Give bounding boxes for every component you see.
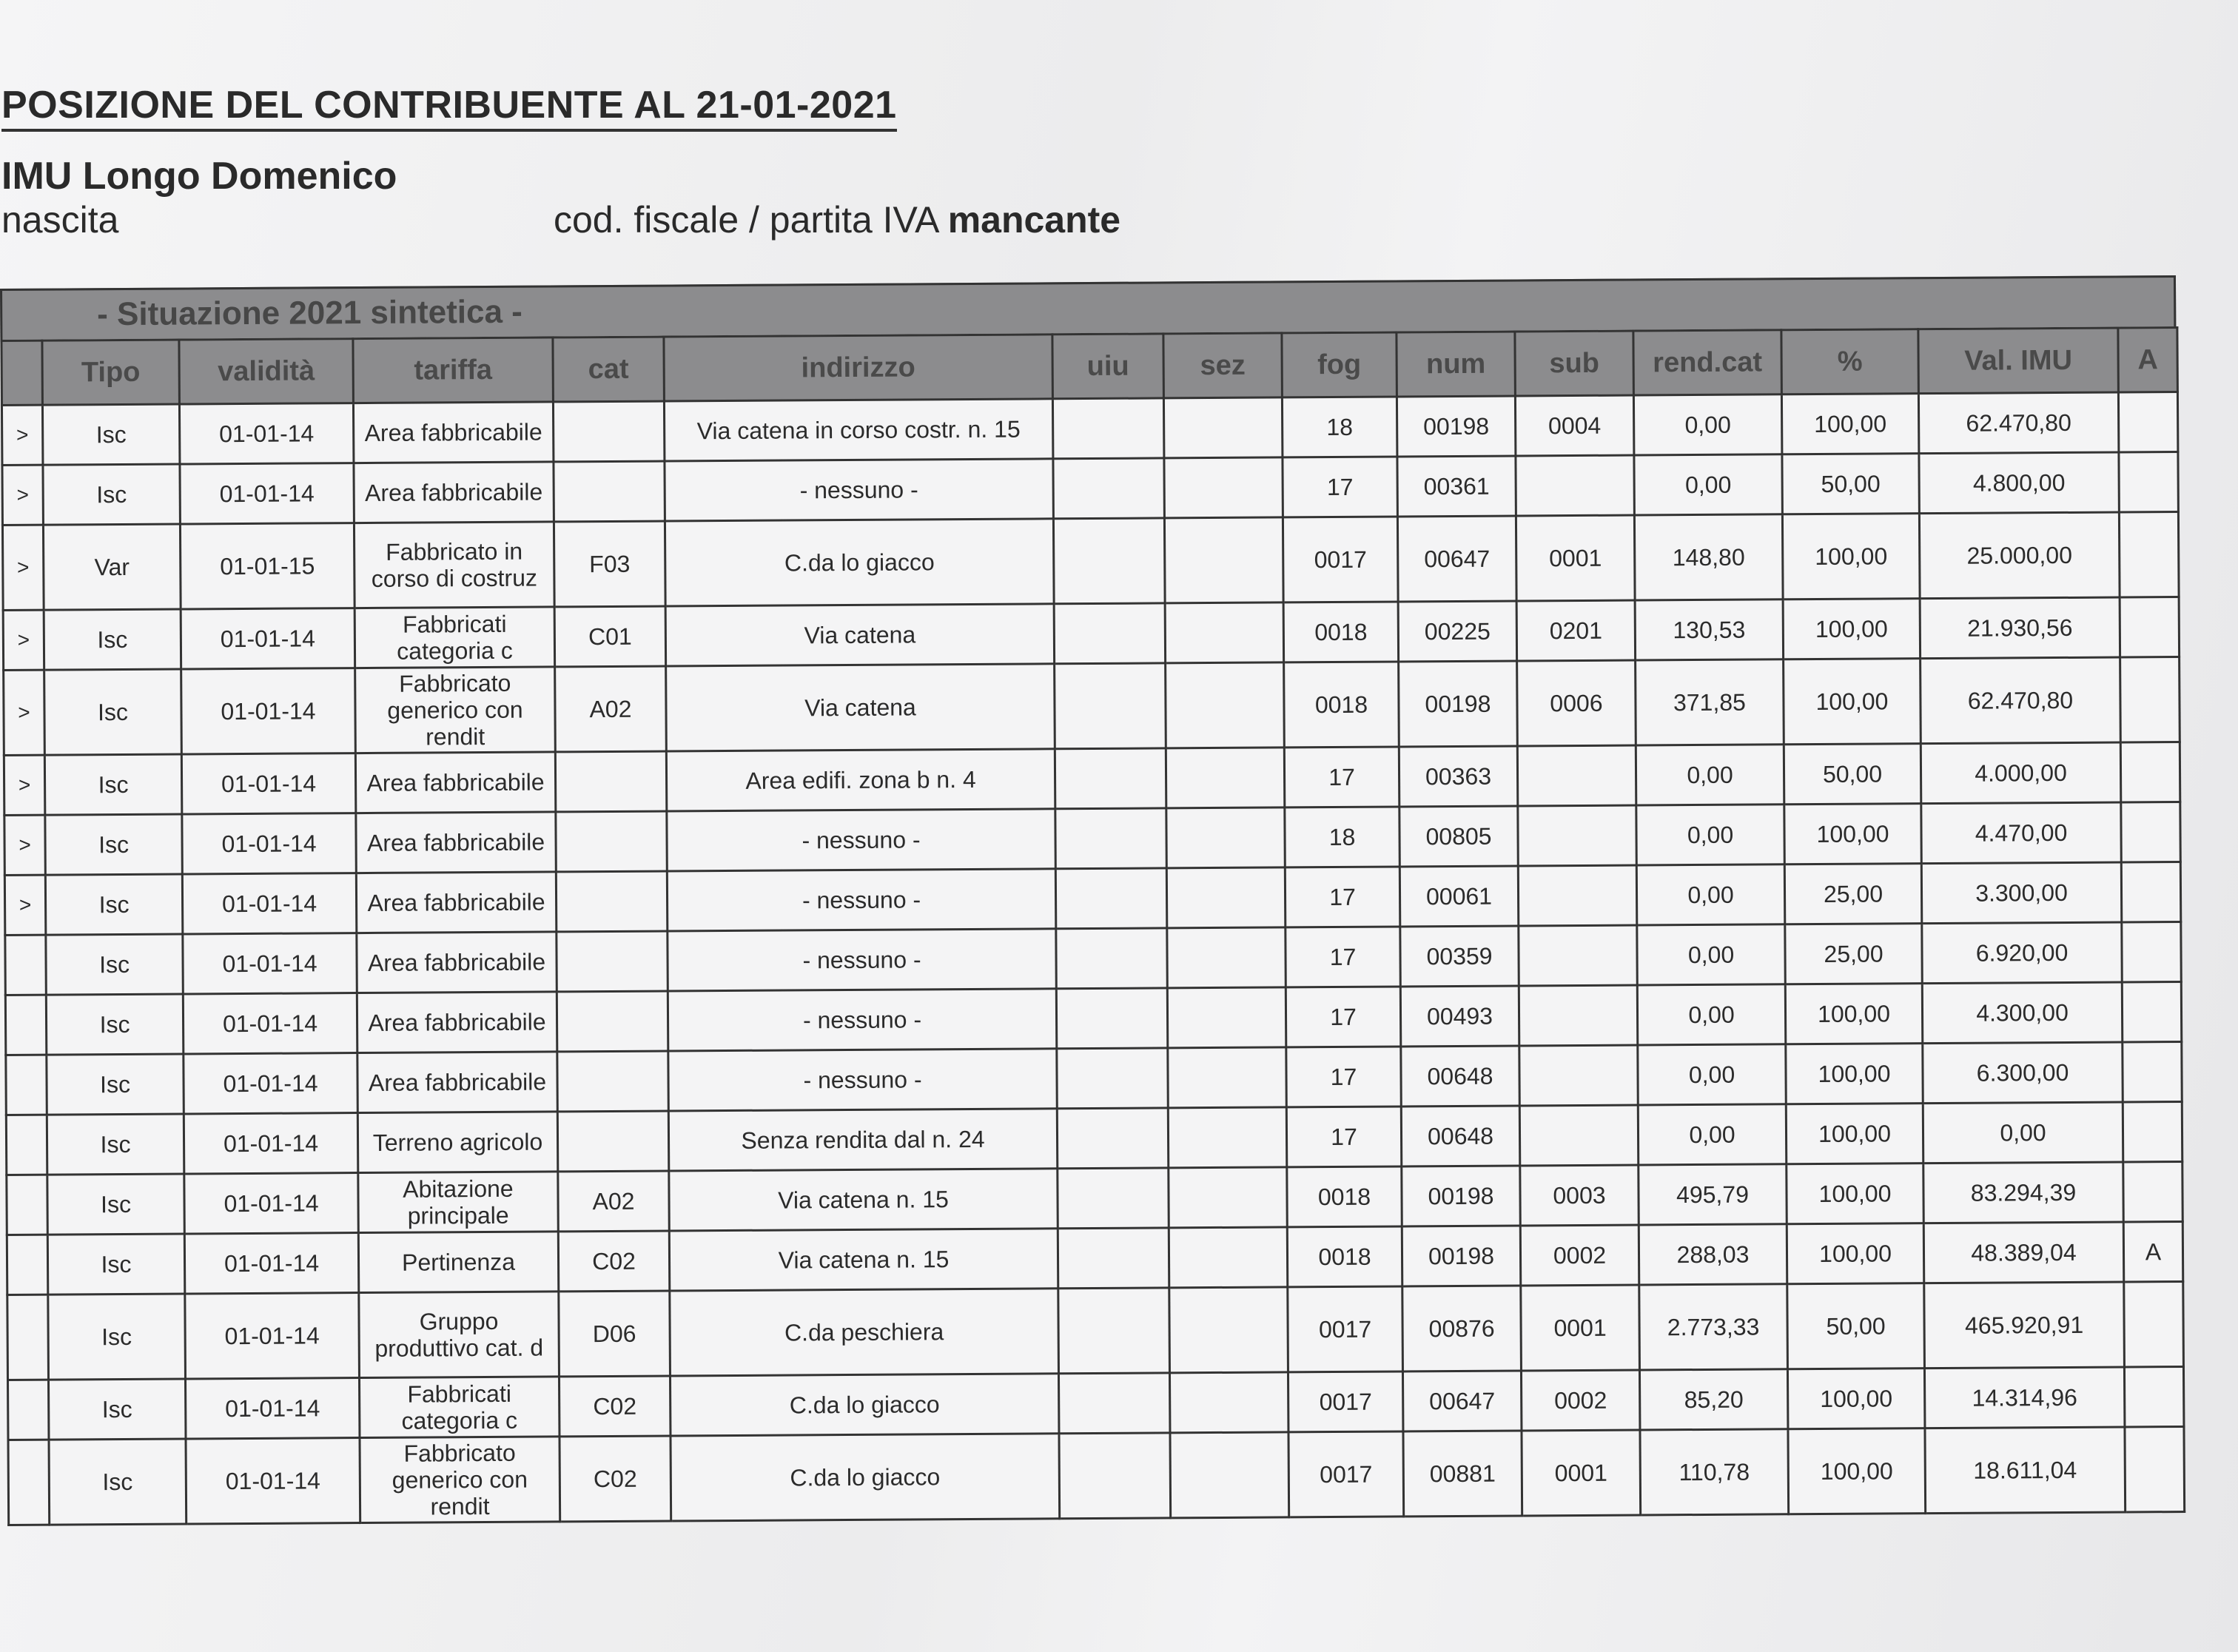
cell-fog: 0018 [1287, 1166, 1402, 1227]
cell-sub: 0003 [1520, 1165, 1639, 1226]
cell-a [2124, 1367, 2183, 1427]
section-title: - Situazione 2021 sintetica - [0, 275, 2176, 340]
cell-val-imu: 4.300,00 [1922, 982, 2122, 1044]
cell-num: 00061 [1399, 866, 1518, 927]
cell-indirizzo: - nessuno - [668, 989, 1056, 1051]
cell-sub: 0006 [1517, 660, 1636, 746]
cell-uiu [1058, 1288, 1170, 1374]
cell-fog: 17 [1285, 867, 1399, 927]
cell-sez [1164, 517, 1283, 603]
row-marker: > [2, 465, 43, 525]
cell-validita: 01-01-14 [184, 1233, 358, 1294]
cell-fog: 17 [1284, 747, 1399, 807]
cell-validita: 01-01-15 [180, 523, 354, 609]
col-header: Val. IMU [1918, 328, 2119, 394]
cell-fog: 0017 [1283, 517, 1398, 602]
cell-percent: 100,00 [1783, 599, 1920, 659]
cell-indirizzo: Senza rendita dal n. 24 [668, 1109, 1057, 1171]
cell-val-imu: 6.920,00 [1922, 922, 2122, 984]
cell-val-imu: 62.470,80 [1918, 392, 2118, 454]
cell-a [2119, 452, 2178, 512]
cell-uiu [1057, 1108, 1168, 1169]
cell-a [2122, 922, 2181, 982]
cell-uiu [1056, 988, 1167, 1049]
table-row [7, 1282, 2184, 1380]
cell-indirizzo: Via catena [666, 664, 1055, 751]
cell-uiu [1058, 1168, 1169, 1229]
cell-tariffa: Area fabbricabile [357, 1052, 557, 1113]
cell-sub: 0001 [1521, 1285, 1640, 1371]
row-marker: > [4, 670, 45, 755]
table-row [2, 512, 2179, 611]
cell-validita: 01-01-14 [184, 1173, 358, 1234]
cell-sub [1516, 455, 1634, 516]
cell-percent: 100,00 [1786, 1104, 1923, 1164]
cell-rend-cat: 0,00 [1637, 984, 1785, 1045]
row-marker [7, 1295, 49, 1380]
table-row [4, 657, 2180, 756]
cell-a [2125, 1427, 2185, 1512]
cell-sub: 0201 [1516, 600, 1635, 661]
cell-percent: 100,00 [1781, 394, 1918, 454]
cell-validita: 01-01-14 [182, 873, 356, 934]
cell-tariffa: Area fabbricabile [356, 872, 556, 933]
cell-tipo: Isc [47, 1234, 184, 1295]
row-marker: > [2, 525, 44, 610]
row-marker [8, 1440, 50, 1525]
cell-val-imu: 14.314,96 [1924, 1367, 2124, 1428]
cell-val-imu: 21.930,56 [1920, 597, 2120, 659]
cell-sez [1164, 457, 1283, 518]
cell-indirizzo: C.da lo giacco [665, 519, 1054, 606]
row-marker: > [3, 610, 44, 670]
cell-percent: 100,00 [1786, 1044, 1923, 1104]
cell-percent: 50,00 [1782, 454, 1919, 514]
cell-uiu [1056, 928, 1167, 989]
cell-val-imu: 6.300,00 [1923, 1042, 2123, 1104]
cell-sub: 0002 [1520, 1225, 1639, 1286]
cell-cat: C02 [559, 1376, 670, 1437]
row-marker: > [1, 405, 42, 465]
cell-fog: 18 [1282, 397, 1397, 457]
cell-percent: 100,00 [1787, 1369, 1924, 1429]
cell-percent: 100,00 [1785, 984, 1922, 1044]
col-header: indirizzo [664, 335, 1053, 401]
cell-a: A [2123, 1222, 2182, 1282]
cell-rend-cat: 0,00 [1636, 745, 1784, 805]
cell-fog: 17 [1286, 987, 1400, 1047]
cell-tariffa: Fabbricato in corso di costruz [354, 522, 554, 608]
cell-cat: D06 [559, 1291, 671, 1377]
cell-sub [1518, 805, 1636, 866]
cell-cat [553, 401, 664, 462]
table-row [8, 1427, 2185, 1525]
cell-sub: 0002 [1521, 1370, 1639, 1431]
cell-rend-cat: 130,53 [1635, 600, 1783, 660]
cell-a [2121, 862, 2180, 922]
cell-uiu [1053, 518, 1165, 604]
col-header: sez [1163, 333, 1283, 398]
cell-a [2119, 512, 2179, 597]
cell-validita: 01-01-14 [181, 753, 355, 814]
cell-a [2120, 597, 2179, 657]
cell-a [2118, 392, 2177, 452]
cell-a [2121, 802, 2180, 862]
cell-tariffa: Fabbricato generico con rendit [360, 1437, 560, 1523]
cell-rend-cat: 0,00 [1636, 864, 1784, 925]
cell-uiu [1055, 868, 1166, 929]
cell-indirizzo: C.da peschiera [670, 1289, 1059, 1376]
cell-sez [1166, 748, 1284, 808]
cell-validita: 01-01-14 [184, 1113, 357, 1174]
cell-uiu [1055, 808, 1166, 869]
cell-num: 00648 [1401, 1106, 1519, 1166]
cell-tariffa: Pertinenza [358, 1232, 558, 1293]
row-marker [6, 1055, 47, 1115]
row-marker [8, 1380, 49, 1440]
cell-val-imu: 48.389,04 [1923, 1222, 2123, 1283]
cell-rend-cat: 0,00 [1638, 1104, 1786, 1165]
col-header: cat [553, 337, 665, 402]
cell-tariffa: Fabbricato generico con rendit [355, 667, 556, 753]
cell-rend-cat: 0,00 [1633, 394, 1781, 455]
cell-tipo: Isc [47, 1054, 184, 1115]
cell-sub [1517, 745, 1636, 806]
cell-sez [1169, 1227, 1287, 1288]
cell-indirizzo: Via catena [665, 604, 1054, 666]
cell-tipo: Isc [42, 404, 179, 465]
cell-validita: 01-01-14 [184, 1053, 357, 1114]
cell-cat: A02 [555, 666, 667, 752]
cell-fog: 17 [1286, 927, 1400, 987]
cell-indirizzo: Via catena n. 15 [669, 1169, 1058, 1231]
cell-sub: 0004 [1515, 395, 1633, 456]
cell-tariffa: Abitazione principale [358, 1172, 558, 1233]
cell-num: 00647 [1397, 516, 1516, 602]
cell-uiu [1057, 1048, 1168, 1109]
property-table [0, 326, 2185, 1526]
cell-cat: C01 [554, 606, 665, 667]
cell-sez [1166, 867, 1285, 928]
cell-sez [1163, 397, 1282, 458]
cell-sub [1519, 1105, 1638, 1166]
col-header: Tipo [42, 340, 180, 405]
cell-fog: 0017 [1288, 1371, 1402, 1432]
cell-uiu [1052, 398, 1163, 459]
cell-tariffa: Area fabbricabile [354, 462, 554, 523]
cell-validita: 01-01-14 [186, 1438, 360, 1524]
cell-cat: C02 [560, 1436, 671, 1522]
cell-tariffa: Area fabbricabile [356, 812, 556, 873]
cell-rend-cat: 110,78 [1640, 1429, 1789, 1515]
cell-tipo: Isc [49, 1379, 186, 1440]
cell-num: 00359 [1400, 926, 1519, 987]
cell-percent: 100,00 [1784, 659, 1921, 745]
cell-sez [1169, 1167, 1287, 1228]
col-header: tariffa [353, 338, 554, 403]
col-header: rend.cat [1633, 330, 1782, 395]
cell-sub [1519, 985, 1637, 1046]
cell-sez [1167, 927, 1286, 988]
cell-tariffa: Area fabbricabile [357, 932, 557, 993]
cell-cat [557, 1051, 668, 1112]
cell-fog: 0018 [1287, 1226, 1402, 1287]
cell-tipo: Var [43, 524, 181, 610]
cell-tipo: Isc [46, 994, 183, 1055]
cell-percent: 100,00 [1782, 514, 1920, 600]
cell-cat: F03 [554, 521, 665, 607]
cell-percent: 100,00 [1787, 1223, 1923, 1284]
property-table-section [0, 275, 2183, 1526]
birth-label: nascita [1, 199, 119, 241]
cell-indirizzo: - nessuno - [668, 1049, 1057, 1111]
cell-cat [557, 1111, 668, 1172]
cell-percent: 50,00 [1787, 1283, 1925, 1369]
cell-val-imu: 0,00 [1923, 1102, 2123, 1164]
col-header: sub [1515, 331, 1634, 396]
cell-validita: 01-01-14 [181, 608, 354, 669]
cell-indirizzo: Area edifi. zona b n. 4 [666, 749, 1055, 811]
cell-cat [557, 931, 668, 992]
cell-sez [1168, 1047, 1286, 1108]
cell-cat [556, 811, 667, 872]
cell-num: 00361 [1397, 456, 1516, 517]
cell-sez [1166, 807, 1285, 868]
cell-val-imu: 83.294,39 [1923, 1162, 2123, 1223]
cell-sez [1169, 1287, 1288, 1373]
cell-validita: 01-01-14 [181, 668, 356, 754]
table-body [1, 392, 2184, 1525]
cell-indirizzo: - nessuno - [667, 869, 1055, 931]
cell-num: 00876 [1402, 1286, 1522, 1371]
cell-val-imu: 18.611,04 [1925, 1427, 2126, 1514]
fiscal-code-line [554, 198, 1120, 241]
cell-sub: 0001 [1516, 515, 1635, 601]
cell-rend-cat: 288,03 [1639, 1224, 1787, 1285]
cell-validita: 01-01-14 [183, 933, 357, 994]
cell-val-imu: 4.000,00 [1921, 742, 2120, 804]
row-marker [6, 1115, 47, 1175]
cell-indirizzo: Via catena in corso costr. n. 15 [664, 399, 1052, 461]
cell-val-imu: 25.000,00 [1919, 512, 2120, 599]
cell-tipo: Isc [48, 1294, 186, 1380]
cell-sez [1167, 987, 1286, 1048]
col-header: num [1397, 332, 1516, 397]
cell-fog: 17 [1286, 1047, 1401, 1107]
cell-tipo: Isc [45, 814, 182, 875]
cell-uiu [1058, 1373, 1169, 1434]
cell-validita: 01-01-14 [180, 463, 354, 524]
cell-rend-cat: 371,85 [1636, 659, 1784, 745]
cell-percent: 100,00 [1788, 1428, 1926, 1514]
cell-tipo: Isc [44, 669, 182, 755]
col-header: fog [1282, 332, 1397, 397]
cell-tariffa: Terreno agricolo [357, 1112, 557, 1173]
cell-num: 00647 [1402, 1371, 1521, 1431]
cell-val-imu: 4.470,00 [1921, 802, 2121, 864]
row-marker [7, 1235, 47, 1295]
cell-cat [554, 461, 665, 522]
cell-tipo: Isc [45, 874, 182, 935]
cell-tariffa: Gruppo produttivo cat. d [359, 1292, 560, 1378]
cell-sez [1170, 1432, 1289, 1518]
cell-num: 00198 [1402, 1166, 1520, 1226]
cell-cat [556, 871, 667, 932]
cell-percent: 100,00 [1787, 1164, 1923, 1224]
row-marker: > [4, 815, 45, 875]
taxpayer-name: IMU Longo Domenico [1, 155, 397, 198]
cell-rend-cat: 0,00 [1634, 454, 1782, 515]
cell-a [2122, 982, 2181, 1042]
col-header: validità [179, 339, 354, 404]
cell-validita: 01-01-14 [185, 1293, 360, 1379]
cell-cat: A02 [558, 1171, 669, 1232]
cell-num: 00225 [1398, 601, 1516, 662]
cell-fog: 17 [1286, 1107, 1401, 1167]
cell-cat: C02 [558, 1231, 669, 1292]
cell-rend-cat: 148,80 [1634, 514, 1783, 600]
row-marker: > [4, 875, 45, 935]
cell-tariffa: Area fabbricabile [357, 992, 557, 1053]
cell-num: 00198 [1402, 1226, 1520, 1286]
cell-rend-cat: 0,00 [1636, 805, 1784, 865]
cell-sez [1168, 1107, 1286, 1168]
cell-cat [557, 991, 668, 1052]
cell-uiu [1053, 458, 1164, 519]
page-title: POSIZIONE DEL CONTRIBUENTE AL 21-01-2021 [1, 83, 897, 132]
cell-fog: 0018 [1283, 602, 1398, 662]
cell-uiu [1055, 748, 1166, 809]
cell-a [2120, 657, 2180, 742]
cell-percent: 50,00 [1784, 744, 1921, 805]
cell-indirizzo: C.da lo giacco [670, 1374, 1058, 1436]
cell-tariffa: Fabbricati categoria c [359, 1377, 559, 1438]
cell-rend-cat: 0,00 [1637, 924, 1785, 985]
fiscal-code-value: mancante [947, 199, 1121, 241]
cell-rend-cat: 85,20 [1639, 1369, 1787, 1430]
col-header: uiu [1052, 334, 1164, 399]
cell-sez [1165, 602, 1283, 663]
cell-validita: 01-01-14 [182, 813, 356, 874]
cell-uiu [1058, 1228, 1169, 1289]
cell-tipo: Isc [49, 1439, 186, 1525]
cell-validita: 01-01-14 [179, 403, 353, 464]
cell-num: 00881 [1403, 1431, 1522, 1517]
cell-validita: 01-01-14 [183, 993, 357, 1054]
cell-uiu [1054, 603, 1165, 664]
cell-indirizzo: - nessuno - [665, 459, 1053, 521]
row-marker [5, 995, 46, 1055]
cell-percent: 25,00 [1784, 864, 1921, 924]
cell-uiu [1055, 663, 1166, 749]
cell-sub [1519, 925, 1637, 986]
cell-sub: 0001 [1522, 1430, 1641, 1516]
cell-rend-cat: 0,00 [1638, 1044, 1786, 1105]
cell-tipo: Isc [46, 934, 183, 995]
col-header: % [1781, 329, 1919, 394]
cell-a [2123, 1102, 2182, 1162]
cell-tariffa: Area fabbricabile [353, 402, 553, 463]
cell-tariffa: Area fabbricabile [355, 752, 555, 813]
cell-cat [555, 751, 666, 812]
cell-fog: 18 [1285, 807, 1399, 867]
row-marker: > [4, 755, 44, 815]
cell-validita: 01-01-14 [186, 1378, 360, 1439]
cell-percent: 25,00 [1785, 924, 1922, 984]
cell-sez [1166, 662, 1285, 748]
cell-indirizzo: Via catena n. 15 [669, 1229, 1058, 1291]
cell-percent: 100,00 [1784, 804, 1921, 864]
cell-tipo: Isc [47, 1114, 184, 1175]
cell-num: 00493 [1400, 986, 1519, 1047]
cell-num: 00198 [1397, 396, 1515, 457]
cell-tipo: Isc [47, 1174, 184, 1235]
cell-sez [1169, 1372, 1288, 1433]
cell-val-imu: 465.920,91 [1924, 1282, 2125, 1369]
cell-fog: 0018 [1284, 662, 1399, 748]
cell-num: 00198 [1399, 661, 1518, 747]
cell-a [2123, 1162, 2182, 1222]
cell-a [2124, 1282, 2184, 1367]
cell-sub [1519, 1045, 1638, 1106]
col-header: A [2118, 328, 2178, 392]
cell-fog: 0017 [1288, 1431, 1404, 1517]
cell-a [2123, 1042, 2182, 1102]
cell-val-imu: 3.300,00 [1921, 862, 2121, 924]
cell-val-imu: 4.800,00 [1919, 452, 2119, 514]
row-marker [5, 935, 46, 995]
cell-rend-cat: 2.773,33 [1639, 1284, 1788, 1370]
cell-num: 00363 [1399, 746, 1517, 807]
fiscal-code-label: cod. fiscale / partita IVA [554, 199, 938, 241]
cell-indirizzo: - nessuno - [667, 809, 1055, 871]
cell-num: 00805 [1399, 806, 1518, 867]
col-header [1, 340, 43, 405]
row-marker [7, 1175, 47, 1235]
cell-fog: 17 [1283, 457, 1397, 517]
cell-a [2120, 742, 2180, 802]
cell-indirizzo: - nessuno - [668, 929, 1056, 991]
cell-fog: 0017 [1288, 1286, 1403, 1372]
cell-tipo: Isc [44, 609, 181, 670]
cell-tariffa: Fabbricati categoria c [354, 607, 554, 668]
cell-sub [1518, 865, 1636, 926]
cell-indirizzo: C.da lo giacco [671, 1434, 1060, 1521]
cell-uiu [1059, 1433, 1171, 1519]
cell-val-imu: 62.470,80 [1921, 657, 2121, 744]
cell-rend-cat: 495,79 [1639, 1164, 1787, 1225]
cell-num: 00648 [1401, 1046, 1519, 1107]
cell-tipo: Isc [44, 754, 181, 815]
cell-tipo: Isc [43, 464, 180, 525]
